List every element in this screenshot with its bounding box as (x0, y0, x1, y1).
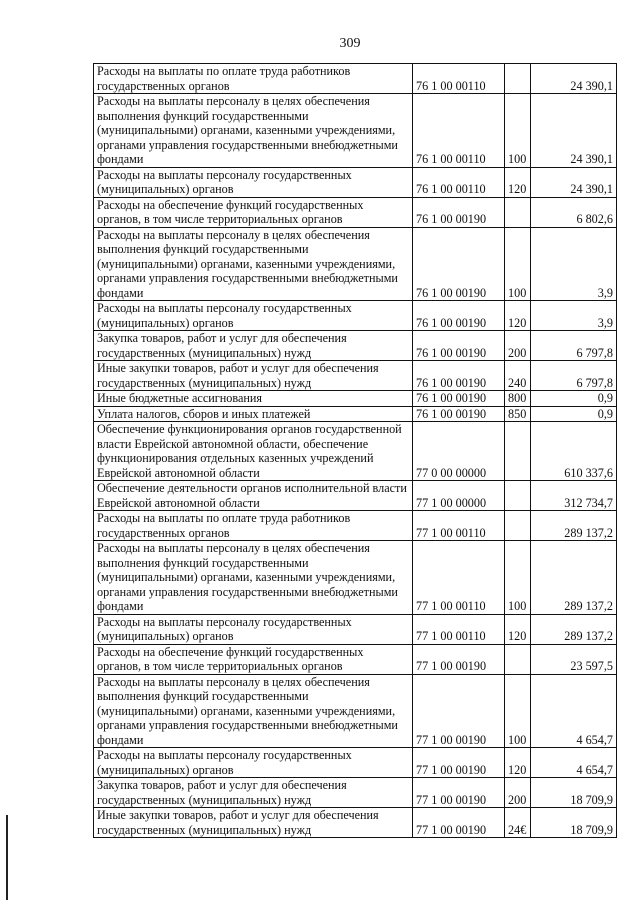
margin-bar (6, 815, 8, 900)
budget-table (93, 63, 617, 838)
expense-name-cell: Обеспечение деятельности органов исполнительной власти Еврейской автономной области (94, 481, 413, 511)
target-article-cell: 76 1 00 00190 (413, 391, 505, 407)
target-article-cell: 76 1 00 00190 (413, 227, 505, 301)
amount-cell: 24 390,1 (531, 94, 617, 168)
target-article-cell: 77 1 00 00110 (413, 511, 505, 541)
expense-type-cell: 100 (505, 674, 531, 748)
amount-cell: 0,9 (531, 406, 617, 422)
amount-cell: 0,9 (531, 391, 617, 407)
expense-type-cell (505, 481, 531, 511)
expense-type-cell (505, 511, 531, 541)
expense-name-cell: Расходы на выплаты по оплате труда работников государственных органов (94, 511, 413, 541)
amount-cell: 24 390,1 (531, 167, 617, 197)
target-article-cell: 76 1 00 00190 (413, 406, 505, 422)
expense-type-cell: 200 (505, 778, 531, 808)
amount-cell: 610 337,6 (531, 422, 617, 481)
amount-cell: 289 137,2 (531, 541, 617, 615)
table-row (94, 197, 617, 227)
expense-type-cell: 120 (505, 301, 531, 331)
target-article-cell: 77 1 00 00190 (413, 808, 505, 838)
table-row (94, 331, 617, 361)
table-row (94, 808, 617, 838)
amount-cell: 4 654,7 (531, 674, 617, 748)
expense-name-cell: Иные бюджетные ассигнования (94, 391, 413, 407)
expense-type-cell: 100 (505, 94, 531, 168)
table-row (94, 644, 617, 674)
target-article-cell: 76 1 00 00110 (413, 167, 505, 197)
table-row (94, 674, 617, 748)
amount-cell: 18 709,9 (531, 778, 617, 808)
table-row (94, 227, 617, 301)
expense-type-cell (505, 644, 531, 674)
expense-type-cell: 100 (505, 227, 531, 301)
expense-name-cell: Расходы на выплаты персоналу государственных (муниципальных) органов (94, 614, 413, 644)
target-article-cell: 76 1 00 00110 (413, 64, 505, 94)
amount-cell: 289 137,2 (531, 614, 617, 644)
amount-cell: 4 654,7 (531, 748, 617, 778)
expense-name-cell: Расходы на выплаты по оплате труда работников государственных органов (94, 64, 413, 94)
expense-name-cell: Закупка товаров, работ и услуг для обеспечения государственных (муниципальных) нужд (94, 331, 413, 361)
amount-cell: 3,9 (531, 301, 617, 331)
table-row (94, 748, 617, 778)
expense-name-cell: Расходы на выплаты персоналу в целях обеспечения выполнения функций государственными (муниципальными) органами, казенными учреждениями, органами управления государственными внебюджетными фондами (94, 227, 413, 301)
target-article-cell: 77 0 00 00000 (413, 422, 505, 481)
amount-cell: 289 137,2 (531, 511, 617, 541)
table-row (94, 406, 617, 422)
expense-type-cell (505, 64, 531, 94)
expense-name-cell: Расходы на обеспечение функций государственных органов, в том числе территориальных органов (94, 644, 413, 674)
table-row (94, 614, 617, 644)
target-article-cell: 76 1 00 00190 (413, 197, 505, 227)
page-number: 309 (339, 36, 361, 51)
expense-name-cell: Расходы на выплаты персоналу государственных (муниципальных) органов (94, 301, 413, 331)
table-row (94, 64, 617, 94)
expense-type-cell: 200 (505, 331, 531, 361)
expense-type-cell: 120 (505, 748, 531, 778)
expense-type-cell: 850 (505, 406, 531, 422)
expense-name-cell: Расходы на выплаты персоналу государственных (муниципальных) органов (94, 748, 413, 778)
target-article-cell: 77 1 00 00190 (413, 778, 505, 808)
expense-name-cell: Расходы на выплаты персоналу в целях обеспечения выполнения функций государственными (муниципальными) органами, казенными учреждениями, органами управления государственными внебюджетными фондами (94, 541, 413, 615)
amount-cell: 6 802,6 (531, 197, 617, 227)
expense-name-cell: Закупка товаров, работ и услуг для обеспечения государственных (муниципальных) нужд (94, 778, 413, 808)
expense-type-cell (505, 422, 531, 481)
target-article-cell: 76 1 00 00190 (413, 361, 505, 391)
target-article-cell: 77 1 00 00190 (413, 674, 505, 748)
expense-type-cell: 120 (505, 614, 531, 644)
table-row (94, 511, 617, 541)
table-row (94, 481, 617, 511)
amount-cell: 18 709,9 (531, 808, 617, 838)
target-article-cell: 76 1 00 00110 (413, 94, 505, 168)
target-article-cell: 76 1 00 00190 (413, 331, 505, 361)
table-row (94, 391, 617, 407)
table-row (94, 361, 617, 391)
expense-type-cell (505, 197, 531, 227)
table-row (94, 167, 617, 197)
target-article-cell: 77 1 00 00190 (413, 644, 505, 674)
table-row (94, 94, 617, 168)
amount-cell: 24 390,1 (531, 64, 617, 94)
amount-cell: 312 734,7 (531, 481, 617, 511)
target-article-cell: 77 1 00 00190 (413, 748, 505, 778)
expense-name-cell: Обеспечение функционирования органов государственной власти Еврейской автономной области, обеспечение функционирования отдельных казенных учреждений Еврейской автономной области (94, 422, 413, 481)
expense-type-cell: 240 (505, 361, 531, 391)
amount-cell: 3,9 (531, 227, 617, 301)
expense-name-cell: Расходы на выплаты персоналу в целях обеспечения выполнения функций государственными (муниципальными) органами, казенными учреждениями, органами управления государственными внебюджетными фондами (94, 674, 413, 748)
amount-cell: 6 797,8 (531, 331, 617, 361)
target-article-cell: 76 1 00 00190 (413, 301, 505, 331)
expense-name-cell: Расходы на обеспечение функций государственных органов, в том числе территориальных органов (94, 197, 413, 227)
expense-name-cell: Уплата налогов, сборов и иных платежей (94, 406, 413, 422)
amount-cell: 23 597,5 (531, 644, 617, 674)
expense-name-cell: Расходы на выплаты персоналу государственных (муниципальных) органов (94, 167, 413, 197)
expense-type-cell: 24€ (505, 808, 531, 838)
expense-name-cell: Расходы на выплаты персоналу в целях обеспечения выполнения функций государственными (муниципальными) органами, казенными учреждениями, органами управления государственными внебюджетными фондами (94, 94, 413, 168)
target-article-cell: 77 1 00 00000 (413, 481, 505, 511)
expense-type-cell: 120 (505, 167, 531, 197)
expense-type-cell: 100 (505, 541, 531, 615)
target-article-cell: 77 1 00 00110 (413, 541, 505, 615)
budget-table-body (94, 64, 617, 838)
table-row (94, 422, 617, 481)
target-article-cell: 77 1 00 00110 (413, 614, 505, 644)
table-row (94, 778, 617, 808)
table-row (94, 301, 617, 331)
expense-name-cell: Иные закупки товаров, работ и услуг для обеспечения государственных (муниципальных) нужд (94, 808, 413, 838)
expense-name-cell: Иные закупки товаров, работ и услуг для обеспечения государственных (муниципальных) нужд (94, 361, 413, 391)
expense-type-cell: 800 (505, 391, 531, 407)
amount-cell: 6 797,8 (531, 361, 617, 391)
table-row (94, 541, 617, 615)
